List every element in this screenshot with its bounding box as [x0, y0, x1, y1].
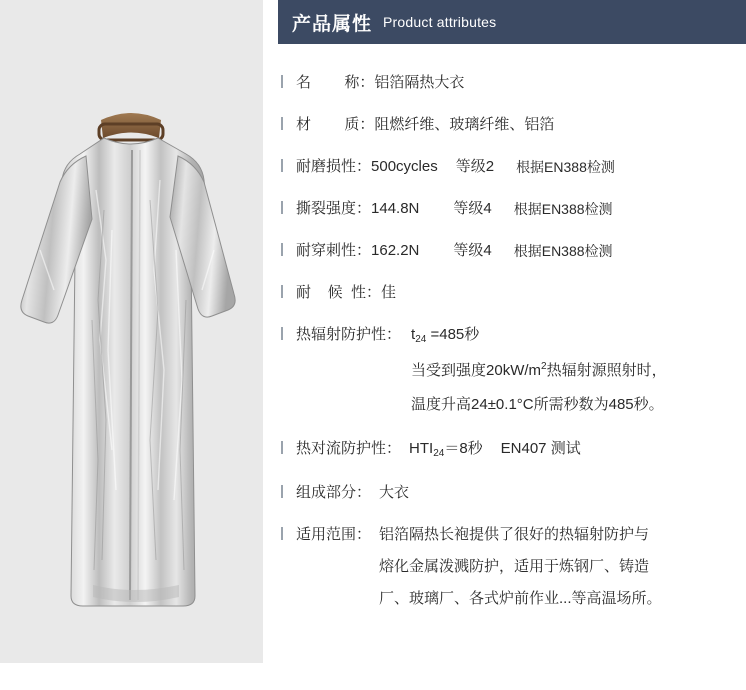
attribute-label: 耐 候 性： — [296, 284, 382, 301]
attribute-label: 热辐射防护性： — [296, 326, 402, 343]
attributes-list — [278, 72, 746, 630]
radiant-value-prefix: t — [411, 326, 416, 343]
attribute-label: 适用范围： — [296, 526, 372, 543]
attribute-label: 耐穿刺性： — [296, 242, 372, 259]
bullet-icon — [281, 243, 283, 256]
attributes-header — [278, 0, 746, 44]
bullet-icon — [281, 527, 283, 540]
attribute-row-name — [278, 72, 746, 94]
attribute-label: 组成部分： — [296, 484, 372, 501]
application-line-1: 铝箔隔热长袍提供了很好的热辐射防护与 — [379, 526, 650, 543]
convection-value-subscript: 24 — [433, 448, 445, 459]
attribute-label: 名 称： — [296, 74, 375, 91]
radiant-heat-value — [411, 324, 667, 348]
radiant-detail-superscript: 2 — [541, 361, 547, 372]
radiant-value-subscript: 24 — [415, 334, 427, 345]
application-line-3: 厂、玻璃厂、各式炉前作业...等高温场所。 — [379, 590, 662, 607]
bullet-icon — [281, 117, 283, 130]
attribute-row-abrasion — [278, 156, 746, 178]
application-text-block — [379, 524, 662, 610]
attribute-label: 热对流防护性： — [296, 440, 402, 457]
attribute-value: 500cycles — [371, 158, 438, 175]
attribute-row-radiant-heat — [278, 324, 746, 416]
attribute-value: 162.2N — [371, 242, 420, 259]
product-image-panel — [0, 0, 263, 663]
product-photo-aluminum-coat — [0, 0, 263, 663]
attribute-grade: 等级2 — [455, 158, 495, 175]
convection-standard-note: EN407 测试 — [500, 440, 581, 457]
attribute-value: 144.8N — [371, 200, 420, 217]
attribute-standard-note: 根据EN388检测 — [513, 243, 613, 259]
bullet-icon — [281, 285, 283, 298]
radiant-heat-detail-line-2: 温度升高24±0.1°C所需秒数为485秒。 — [411, 396, 664, 413]
attributes-content — [278, 0, 746, 690]
header-title-en: Product attributes — [383, 14, 497, 30]
attribute-value: 阻燃纤维、玻璃纤维、铝箔 — [374, 116, 555, 133]
attribute-label: 材 质： — [296, 116, 375, 133]
convection-value-suffix: ＝8秒 — [444, 440, 483, 457]
attribute-row-application — [278, 524, 746, 610]
attribute-row-puncture — [278, 240, 746, 262]
radiant-heat-value-block — [411, 324, 667, 416]
convective-heat-value — [409, 438, 483, 462]
attribute-standard-note: 根据EN388检测 — [513, 201, 613, 217]
radiant-detail-1b: 热辐射源照射时， — [546, 362, 667, 379]
bullet-icon — [281, 159, 283, 172]
attribute-row-weather-resistance — [278, 282, 746, 304]
attribute-row-convective-heat — [278, 438, 746, 462]
attribute-label: 耐磨损性： — [296, 158, 372, 175]
attribute-grade: 等级4 — [453, 200, 492, 217]
attribute-row-composition — [278, 482, 746, 504]
attribute-value: 佳 — [381, 284, 397, 301]
bullet-icon — [281, 75, 283, 88]
radiant-value-suffix: =485秒 — [426, 326, 480, 343]
attribute-standard-note: 根据EN388检测 — [516, 159, 615, 175]
application-line-2: 熔化金属泼溅防护，适用于炼钢厂、铸造 — [379, 558, 650, 575]
bullet-icon — [281, 201, 283, 214]
bullet-icon — [281, 327, 283, 340]
attribute-label: 撕裂强度： — [296, 200, 372, 217]
bullet-icon — [281, 485, 283, 498]
attribute-row-tear-strength — [278, 198, 746, 220]
attribute-value: 铝箔隔热大衣 — [374, 74, 465, 91]
convection-value-prefix: HTI — [409, 440, 434, 457]
attribute-row-material — [278, 114, 746, 136]
radiant-heat-detail-line-1 — [411, 360, 667, 384]
header-title-cn: 产品属性 — [292, 13, 373, 35]
attribute-value: 大衣 — [379, 484, 410, 501]
attribute-grade: 等级4 — [453, 242, 492, 259]
bullet-icon — [281, 441, 283, 454]
radiant-detail-1a: 当受到强度20kW/m — [411, 362, 542, 379]
